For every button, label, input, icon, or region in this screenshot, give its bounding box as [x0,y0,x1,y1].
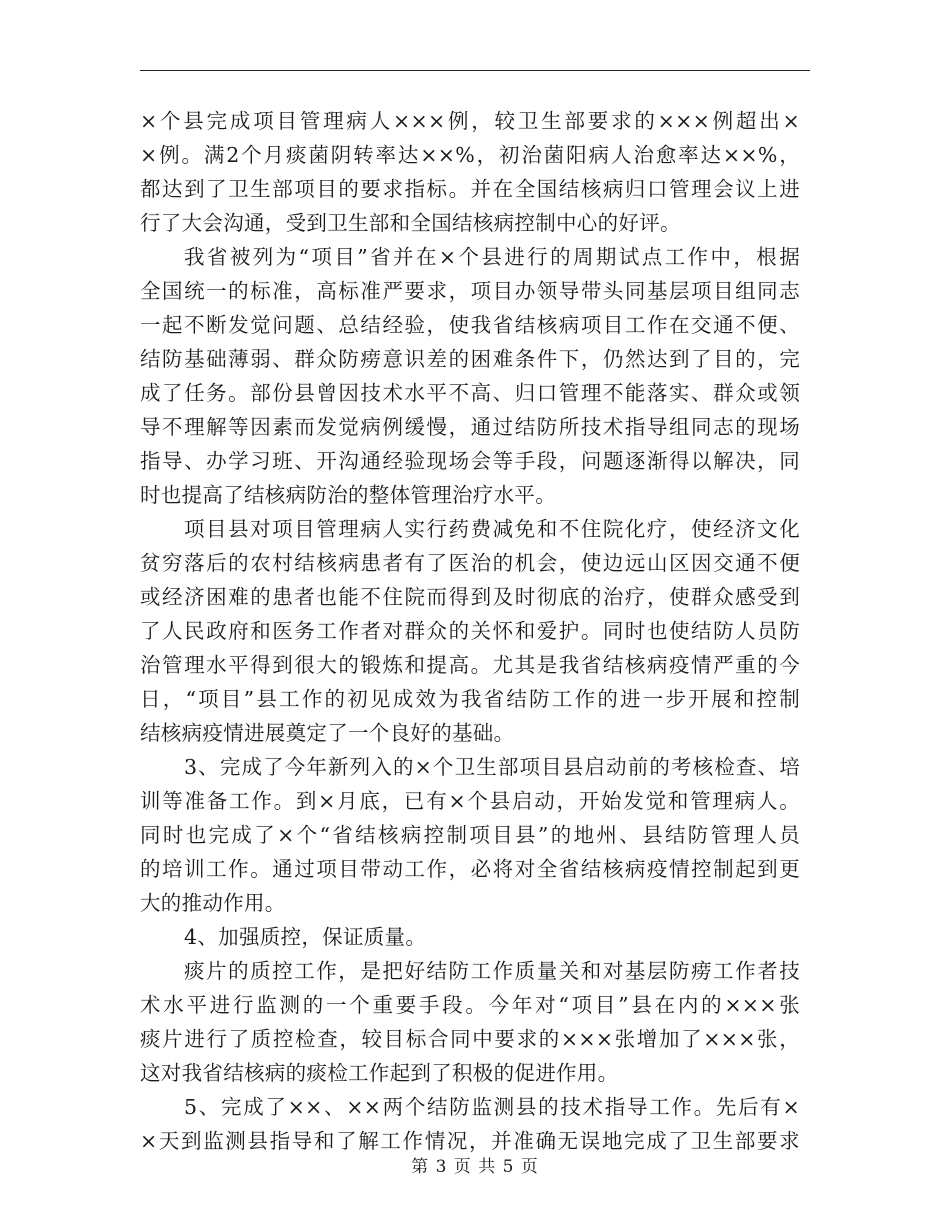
text-line: 贫穷落后的农村结核病患者有了医治的机会，使边远山区因交通不便 [140,551,800,575]
text-line: 的培训工作。通过项目带动工作，必将对全省结核病疫情控制起到更 [140,857,800,881]
text-line: 一起不断发觉问题、总结经验，使我省结核病项目工作在交通不便、 [140,313,800,337]
text-line: 或经济困难的患者也能不住院而得到及时彻底的治疗，使群众感受到 [140,585,800,609]
text-line: 这对我省结核病的痰检工作起到了积极的促进作用。 [140,1061,619,1085]
page-footer: 第 3 页 共 5 页 [411,1157,539,1177]
text-line: 痰片的质控工作，是把好结防工作质量关和对基层防痨工作者技 [184,959,800,983]
text-line: 3、完成了今年新列入的×个卫生部项目县启动前的考核检查、培 [184,755,800,779]
text-line: 了人民政府和医务工作者对群众的关怀和爱护。同时也使结防人员防 [140,619,800,643]
text-line: 痰片进行了质控检查，较目标合同中要求的×××张增加了×××张， [140,1027,800,1051]
text-line: 项目县对项目管理病人实行药费减免和不住院化疗，使经济文化 [184,517,800,541]
text-line: 5、完成了××、××两个结防监测县的技术指导工作。先后有× [184,1095,800,1119]
text-line: 训等准备工作。到×月底，已有×个县启动，开始发觉和管理病人。 [140,789,800,813]
text-line: ×天到监测县指导和了解工作情况，并准确无误地完成了卫生部要求 [140,1129,800,1153]
text-line: 结防基础薄弱、群众防痨意识差的困难条件下，仍然达到了目的，完 [140,347,800,371]
text-line: 术水平进行监测的一个重要手段。今年对“项目”县在内的×××张 [140,993,800,1017]
document-body [140,104,800,1158]
text-line: 治管理水平得到很大的锻炼和提高。尤其是我省结核病疫情严重的今 [140,653,800,677]
text-line: 我省被列为“项目”省并在×个县进行的周期试点工作中，根据 [184,245,800,269]
text-line: 时也提高了结核病防治的整体管理治疗水平。 [140,483,556,507]
text-line: ×例。满2个月痰菌阴转率达××%，初治菌阳病人治愈率达××%， [140,143,800,167]
text-line: 4、加强质控，保证质量。 [184,925,427,949]
text-line: 成了任务。部份县曾因技术水平不高、归口管理不能落实、群众或领 [140,381,800,405]
text-line: 日，“项目”县工作的初见成效为我省结防工作的进一步开展和控制 [140,687,800,711]
text-line: 都达到了卫生部项目的要求指标。并在全国结核病归口管理会议上进 [140,177,800,201]
text-line: 全国统一的标准，高标准严要求，项目办领导带头同基层项目组同志 [140,279,800,303]
text-line: 指导、办学习班、开沟通经验现场会等手段，问题逐渐得以解决，同 [140,449,800,473]
text-line: 导不理解等因素而发觉病例缓慢，通过结防所技术指导组同志的现场 [140,415,800,439]
text-line: 大的推动作用。 [140,891,286,915]
text-line: 同时也完成了×个“省结核病控制项目县”的地州、县结防管理人员 [140,823,800,847]
text-line: 行了大会沟通，受到卫生部和全国结核病控制中心的好评。 [140,211,681,235]
header-rule [140,70,810,71]
text-line: ×个县完成项目管理病人×××例，较卫生部要求的×××例超出× [140,109,800,133]
text-line: 结核病疫情进展奠定了一个良好的基础。 [140,721,515,745]
